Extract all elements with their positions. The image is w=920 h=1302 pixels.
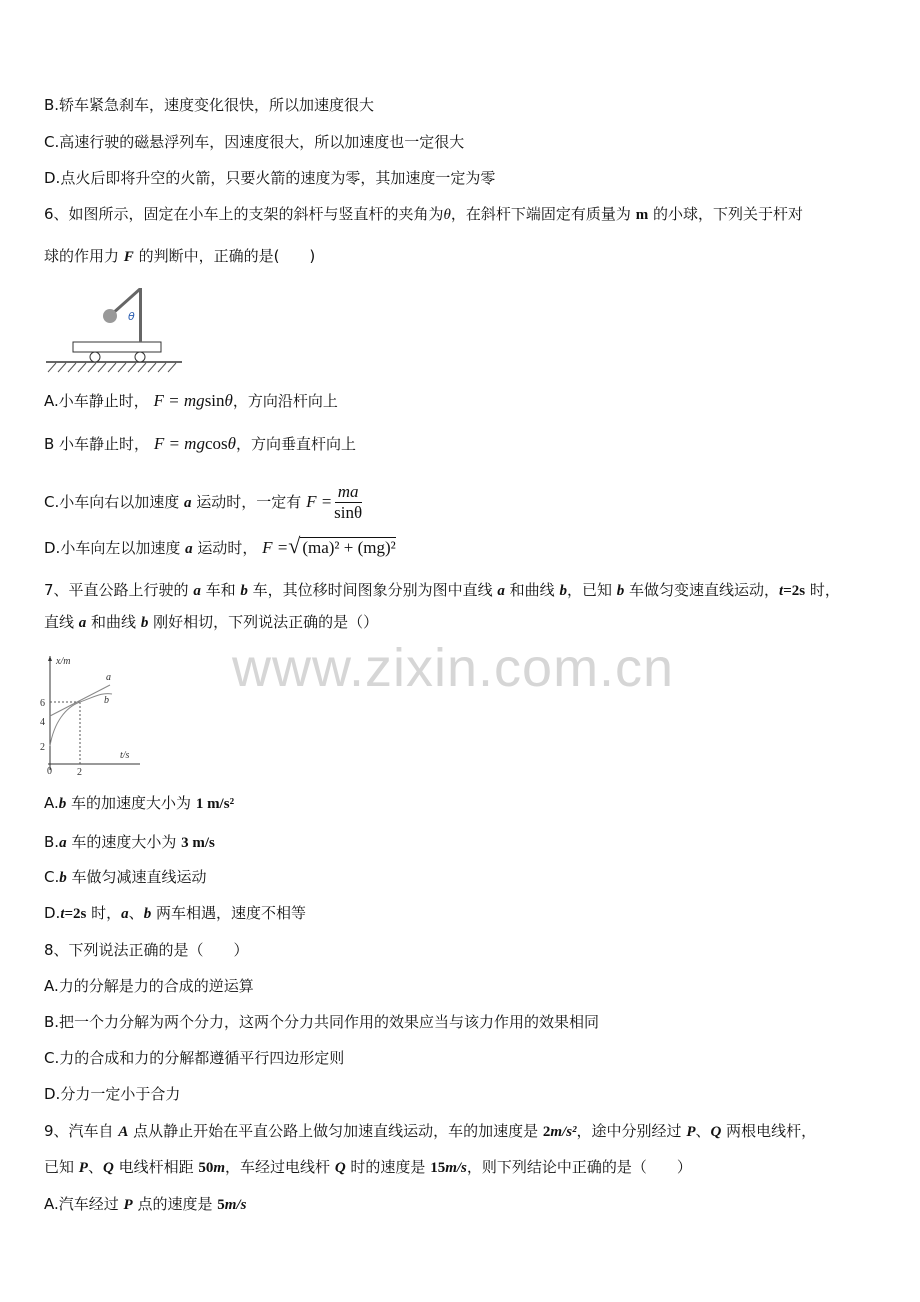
text-segment: 时， [805,581,840,599]
text-segment: 点从静止开始在平直公路上做匀加速直线运动，车的加速度是 [128,1122,543,1140]
x-axis-label: t/s [120,750,130,761]
text-segment: 球的作用力 [44,247,124,265]
text-segment: m [213,1160,226,1176]
text-segment: ，车经过电线杆 [225,1158,335,1176]
text-segment: 、 [128,904,144,922]
text-segment: m/s [445,1160,467,1176]
text-line [44,940,249,960]
text-segment: θ [224,391,233,410]
text-segment: b [143,906,152,922]
text-line [44,168,495,188]
sqrt-icon: √ [288,533,301,558]
text-segment: F = [262,538,289,557]
text-segment: 时， [86,904,122,922]
text-line [44,132,464,152]
text-segment: a [78,615,87,631]
text-segment: A.汽车经过 [44,1195,124,1213]
text-segment: 车的加速度大小为 [66,794,196,812]
text-segment: 两车相遇，速度不相等 [151,904,306,922]
text-segment: ，则下列结论中正确的是（ ） [466,1158,692,1176]
text-segment: a [185,541,193,557]
text-segment: ，在斜杆下端固定有质量为 [450,205,636,223]
text-segment: 和曲线 [86,613,141,631]
text-line [44,533,396,559]
text-line [44,832,215,853]
text-segment: 两根电线杆， [721,1122,817,1140]
text-segment: t [60,906,65,922]
text-segment: 刚好相切，下列说法正确的是（） [148,613,379,631]
text-line [44,1084,180,1104]
text-segment: θ [227,434,236,453]
y-tick-6: 6 [40,698,45,709]
text-segment: 和曲线 [504,581,560,599]
text-segment: a [193,583,201,599]
text-segment: 电线杆相距 [113,1158,199,1176]
text-line [44,391,338,411]
text-line [44,903,306,924]
text-segment: P [78,1160,88,1176]
text-segment: 1 m/s² [195,796,235,812]
text-segment: m [635,207,649,223]
text-line [44,95,374,115]
text-segment: 运动时， [192,539,263,557]
text-segment: b [140,615,149,631]
text-segment: D.小车向左以加速度 [44,539,186,557]
x-tick-2: 2 [77,767,82,778]
text-segment: A.小车静止时， [44,392,154,410]
theta-label: θ [128,310,135,323]
y-axis-label: x/m [56,656,71,667]
text-segment: 50 [198,1160,214,1176]
text-segment: 8、下列说法正确的是（ ） [44,941,249,959]
text-segment: A.力的分解是力的合成的逆运算 [44,977,254,995]
text-segment: A. [44,794,59,812]
xt-graph [36,652,146,778]
text-line [44,204,803,225]
text-segment: 车和 [200,581,241,599]
text-segment: b [59,870,67,886]
text-segment: Q [334,1160,346,1176]
text-segment: 时的速度是 [345,1158,431,1176]
text-segment: b [616,583,625,599]
text-segment: B.把一个力分解为两个分力，这两个分力共同作用的效果应当与该力作用的效果相同 [44,1013,600,1031]
text-segment: 3 m/s [181,835,215,851]
text-segment: D.点火后即将升空的火箭，只要火箭的速度为零，其加速度一定为零 [44,169,496,187]
text-segment: 15 [430,1160,446,1176]
text-segment: F = mg [153,434,205,453]
text-segment: 、 [695,1122,711,1140]
x-tick-0: 0 [47,766,52,777]
text-segment: b [58,796,67,812]
text-segment: b [559,583,567,599]
text-segment: F = [306,492,333,511]
y-tick-2: 2 [40,742,45,753]
fraction-den: sinθ [334,503,363,522]
text-segment: 的小球，下列关于杆对 [648,205,803,223]
text-line [44,1121,816,1142]
text-segment: A [118,1124,129,1140]
text-segment: 已知 [44,1158,79,1176]
text-segment: m/s² [550,1124,577,1140]
curve-b-label: b [104,695,109,706]
text-line [44,612,378,633]
text-segment: b [240,583,248,599]
text-segment: ，方向沿杆向上 [232,392,338,410]
text-line [44,1194,246,1215]
text-segment: 直线 [44,613,79,631]
text-segment: P [123,1197,133,1213]
text-line [44,1048,344,1068]
text-segment: ，已知 [566,581,617,599]
fraction [334,482,362,523]
text-segment: t [779,583,784,599]
text-segment: 的判断中，正确的是( ) [133,247,316,265]
text-segment: ，方向垂直杆向上 [236,435,357,453]
text-segment: C.力的合成和力的分解都遵循平行四边形定则 [44,1049,345,1067]
sqrt-expression: (ma)² + (mg)² [302,538,396,557]
text-segment: θ [443,207,451,223]
text-segment: B 小车静止时， [44,435,154,453]
text-segment: B. [44,833,60,851]
text-segment: P [686,1124,696,1140]
text-segment: C. [44,868,60,886]
text-segment: =2s [64,906,87,922]
text-segment: 2 [542,1124,551,1140]
text-segment: a [184,495,192,511]
text-line [44,580,840,601]
watermark: www.zixin.com.cn [232,638,675,698]
text-segment: Q [102,1160,114,1176]
text-line [44,482,362,523]
fraction-num: ma [335,482,362,503]
text-line [44,867,207,888]
text-segment: F [123,249,134,265]
text-segment: =2s [783,583,806,599]
text-segment: 7、平直公路上行驶的 [44,581,194,599]
text-segment: 车做匀变速直线运动， [624,581,780,599]
text-segment: sin [204,391,225,410]
text-segment: m/s [224,1197,247,1213]
cart-figure [44,284,184,374]
text-segment: B.轿车紧急刹车，速度变化很快，所以加速度很大 [44,96,375,114]
text-segment: 车做匀减速直线运动 [66,868,207,886]
text-line [44,976,254,996]
text-line [44,1157,692,1178]
text-segment: 6、如图所示，固定在小车上的支架的斜杆与竖直杆的夹角为 [44,205,444,223]
text-segment: ，途中分别经过 [576,1122,687,1140]
text-segment: a [121,906,129,922]
text-segment: a [497,583,505,599]
text-segment: D.分力一定小于合力 [44,1085,181,1103]
text-segment: 5 [217,1197,225,1213]
text-line [44,246,315,267]
text-segment: 9、汽车自 [44,1122,119,1140]
text-segment: 车，其位移时间图象分别为图中直线 [247,581,498,599]
text-segment: C.小车向右以加速度 [44,493,185,511]
text-segment: a [59,835,67,851]
text-segment: 运动时，一定有 [191,493,307,511]
text-segment: 车的速度大小为 [66,833,182,851]
line-a-label: a [106,672,111,683]
text-segment: cos [204,434,228,453]
text-line [44,793,234,814]
text-segment: F = mg [153,391,205,410]
text-line [44,1012,599,1032]
text-segment: C.高速行驶的磁悬浮列车，因速度很大，所以加速度也一定很大 [44,133,465,151]
text-segment: 、 [87,1158,103,1176]
text-segment: Q [710,1124,722,1140]
text-segment: 点的速度是 [132,1195,218,1213]
text-line [44,434,356,454]
y-tick-4: 4 [40,717,45,728]
text-segment: D. [44,904,61,922]
